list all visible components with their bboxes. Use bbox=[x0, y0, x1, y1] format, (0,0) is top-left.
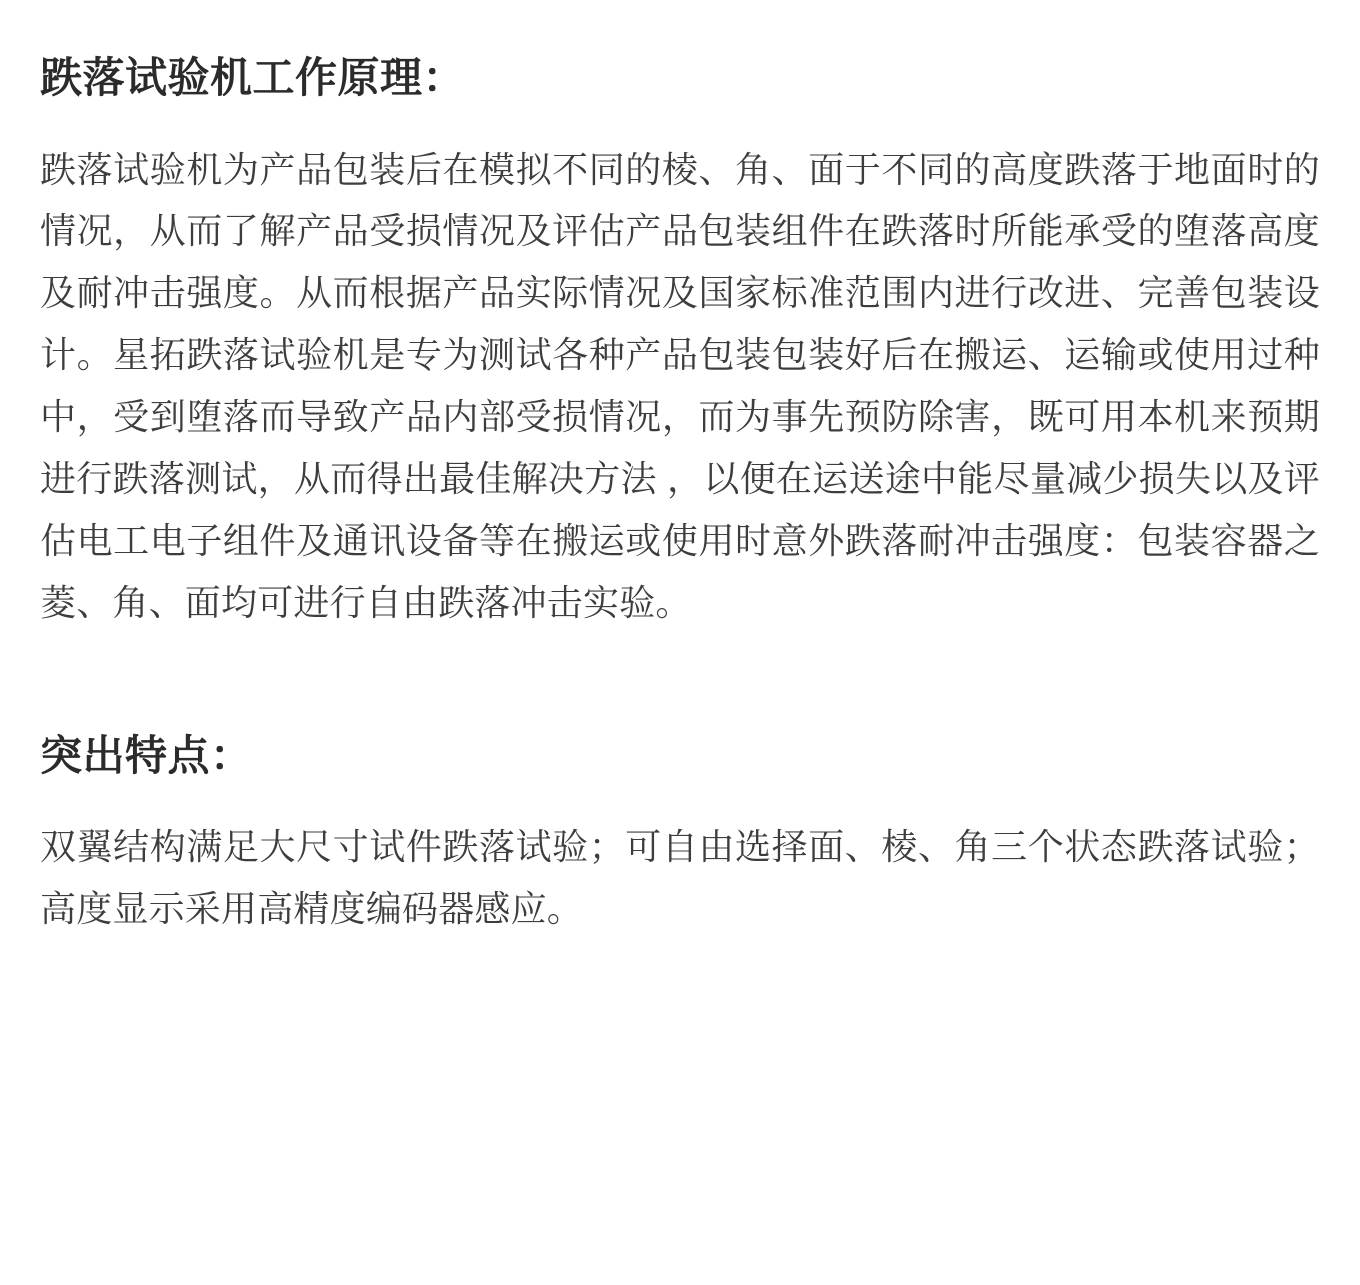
section-heading: 突出特点： bbox=[40, 731, 253, 779]
section-heading: 跌落试验机工作原理： bbox=[40, 54, 466, 101]
section-paragraph: 双翼结构满足大尺寸试件跌落试验；可自由选择面、棱、角三个状态跌落试验；高度显示采用高精度编码器感应。 bbox=[40, 826, 1320, 930]
section-key-features bbox=[40, 730, 1320, 940]
section-paragraph: 跌落试验机为产品包装后在模拟不同的棱、角、面于不同的高度跌落于地面时的情况，从而了解产品受损情况及评估产品包装组件在跌落时所能承受的堕落高度及耐冲击强度。从而根据产品实际情况及国家标准范围内进行改进、完善包装设计。星拓跌落试验机是专为测试各种产品包装包装好后在搬运、运输或使用过种中，受到堕落而导致产品内部受损情况，而为事先预防除害，既可用本机来预期进行跌落测试，从而得出最佳解决方法 ，以便在运送途中能尽量减少损失以及评估电工电子组件及通讯设备等在搬运或使用时意外跌落耐冲击强度：包装容器之菱、角、面均可进行自由跌落冲击实验。 bbox=[40, 148, 1320, 623]
section-working-principle bbox=[40, 52, 1320, 634]
